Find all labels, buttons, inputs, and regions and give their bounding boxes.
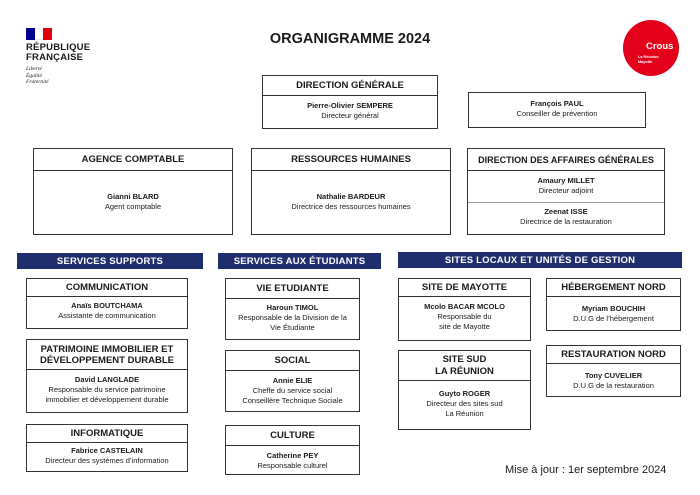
agence-comptable-title: AGENCE COMPTABLE: [34, 149, 232, 171]
social-box: [225, 350, 360, 412]
flag-blue: [26, 28, 35, 40]
sud-title-2: LA RÉUNION: [435, 365, 494, 377]
prevention-role: Conseiller de prévention: [516, 109, 598, 118]
restauration-nord-box: [546, 345, 681, 397]
vie-etudiante-box: [225, 278, 360, 340]
crous-region-1: La Réunion: [638, 55, 659, 59]
rf-motto-3: Fraternité: [26, 79, 49, 85]
ressources-humaines-title: RESSOURCES HUMAINES: [252, 149, 450, 171]
mayotte-role-2: site de Mayotte: [439, 322, 490, 331]
communication-role: Assistante de communication: [58, 311, 156, 320]
daf-title: DIRECTION DES AFFAIRES GÉNÉRALES: [468, 149, 664, 171]
restauration-title: RESTAURATION NORD: [547, 346, 680, 364]
rf-name-line1: RÉPUBLIQUE: [26, 42, 91, 53]
direction-generale-title: DIRECTION GÉNÉRALE: [263, 76, 437, 96]
crous-region: [638, 55, 659, 64]
patrimoine-title-1: PATRIMOINE IMMOBILIER ET: [40, 343, 174, 355]
site-sud-box: [398, 350, 531, 430]
agence-comptable-box: [33, 148, 233, 235]
rf-name-line2: FRANÇAISE: [26, 52, 84, 63]
ressources-humaines-name: Nathalie BARDEUR: [316, 192, 386, 201]
crous-logo: [623, 20, 679, 76]
sud-title-1: SITE SUD: [442, 353, 487, 365]
direction-generale-box: [262, 75, 438, 129]
daf-p1-role: Directeur adjoint: [538, 186, 594, 195]
daf-p2-name: Zeenat ISSE: [544, 207, 588, 216]
sud-name: Guyto ROGER: [438, 389, 491, 398]
social-title: SOCIAL: [226, 351, 359, 371]
sud-title: [399, 351, 530, 381]
hebergement-nord-box: [546, 278, 681, 331]
republique-francaise-logo: [26, 28, 106, 86]
band-sites-locaux: SITES LOCAUX ET UNITÉS DE GESTION: [398, 252, 682, 268]
social-name: Annie ELIE: [272, 376, 313, 385]
communication-title: COMMUNICATION: [27, 279, 187, 297]
band-services-supports: SERVICES SUPPORTS: [17, 253, 203, 269]
restauration-role: D.U.G de la restauration: [573, 381, 654, 390]
prevention-name: François PAUL: [530, 99, 584, 108]
culture-role: Responsable culturel: [257, 461, 328, 470]
patrimoine-box: [26, 339, 188, 413]
french-flag-icon: [26, 28, 52, 40]
prevention-box: [468, 92, 646, 128]
informatique-name: Fabrice CASTELAIN: [71, 446, 143, 455]
crous-name: Crous: [646, 41, 674, 52]
flag-white: [35, 28, 44, 40]
mayotte-role-1: Responsable du: [437, 312, 492, 321]
vie-etudiante-name: Haroun TIMOL: [266, 303, 319, 312]
patrimoine-role-1: Responsable du service patrimoine: [48, 385, 166, 394]
patrimoine-name: David LANGLADE: [74, 375, 140, 384]
hebergement-name: Myriam BOUCHIH: [581, 304, 646, 313]
update-date: Mise à jour : 1er septembre 2024: [505, 464, 667, 476]
mayotte-title: SITE DE MAYOTTE: [399, 279, 530, 297]
culture-box: [225, 425, 360, 475]
patrimoine-title: [27, 340, 187, 370]
daf-p2-role: Directrice de la restauration: [520, 217, 612, 226]
patrimoine-role-2: immobilier et développement durable: [45, 395, 169, 404]
rf-motto-2: Égalité: [26, 72, 42, 79]
culture-name: Catherine PEY: [266, 451, 319, 460]
vie-etudiante-role-2: Vie Étudiante: [270, 323, 315, 332]
vie-etudiante-title: VIE ETUDIANTE: [226, 279, 359, 299]
communication-name: Anaïs BOUTCHAMA: [71, 301, 143, 310]
informatique-role: Directeur des systèmes d’information: [45, 456, 169, 465]
daf-p1-name: Amaury MILLET: [537, 176, 595, 185]
patrimoine-title-2: DÉVELOPPEMENT DURABLE: [39, 354, 175, 366]
rf-motto-1: Liberté: [26, 66, 42, 72]
band-services-etudiants: SERVICES AUX ÉTUDIANTS: [218, 253, 381, 269]
informatique-title: INFORMATIQUE: [27, 425, 187, 443]
communication-box: [26, 278, 188, 329]
direction-generale-role: Directeur général: [321, 111, 379, 120]
page-title: ORGANIGRAMME 2024: [269, 31, 431, 47]
site-mayotte-box: [398, 278, 531, 341]
culture-title: CULTURE: [226, 426, 359, 446]
flag-red: [43, 28, 52, 40]
ressources-humaines-role: Directrice des ressources humaines: [291, 202, 411, 211]
hebergement-role: D.U.G de l’hébergement: [573, 314, 654, 323]
restauration-name: Tony CUVELIER: [584, 371, 643, 380]
vie-etudiante-role-1: Responsable de la Division de la: [238, 313, 347, 322]
sud-role-2: La Réunion: [445, 409, 484, 418]
agence-comptable-role: Agent comptable: [104, 202, 162, 211]
direction-generale-name: Pierre-Olivier SEMPERE: [307, 101, 393, 110]
informatique-box: [26, 424, 188, 472]
social-role-1: Cheffe du service social: [252, 386, 333, 395]
ressources-humaines-box: [251, 148, 451, 235]
mayotte-name: Mcolo BACAR MCOLO: [424, 302, 505, 311]
rf-motto: [26, 66, 106, 86]
daf-box: [467, 148, 665, 235]
social-role-2: Conseillère Technique Sociale: [242, 396, 343, 405]
crous-region-2: Mayotte: [638, 59, 653, 64]
hebergement-title: HÉBERGEMENT NORD: [547, 279, 680, 297]
sud-role-1: Directeur des sites sud: [426, 399, 503, 408]
agence-comptable-name: Gianni BLARD: [107, 192, 159, 201]
